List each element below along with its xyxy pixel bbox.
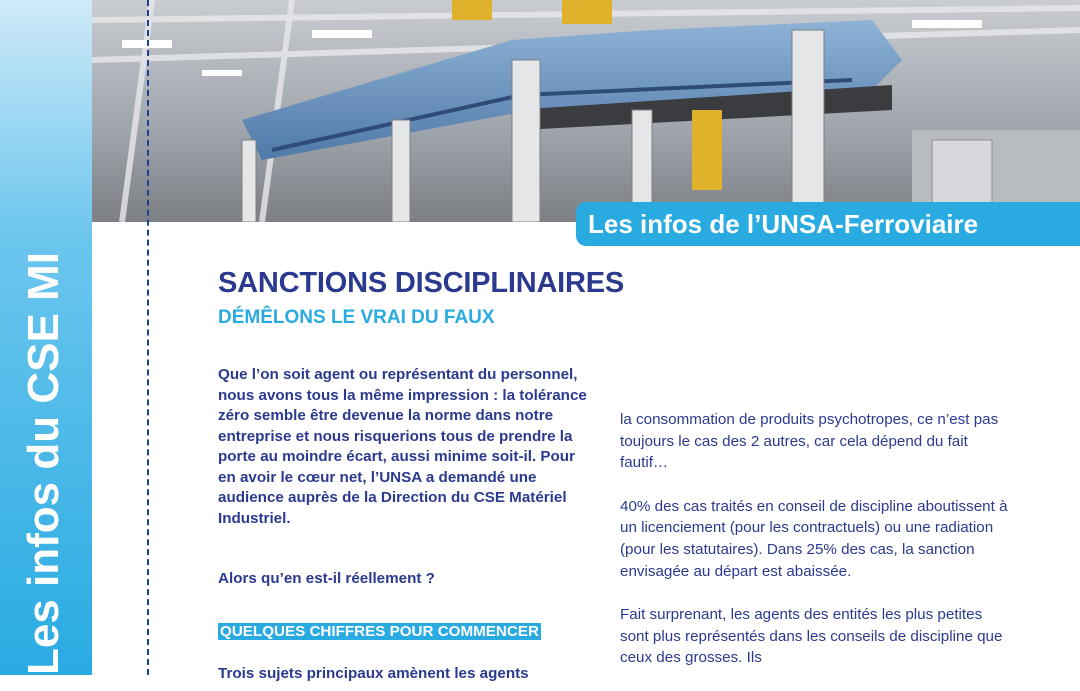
article-subtitle: DÉMÊLONS LE VRAI DU FAUX xyxy=(218,307,495,328)
right-paragraph-2: 40% des cas traités en conseil de discipline aboutissent à un licenciement (pour les contractuels) ou une radiation (pour les statutaires). Dans 25% des cas, la sanction envisagée au départ est abaissée. xyxy=(620,497,1008,580)
article-title: SANCTIONS DISCIPLINAIRES xyxy=(218,267,625,299)
header-photo xyxy=(92,0,1080,222)
section-heading xyxy=(218,622,541,643)
right-paragraph-1: la consommation de produits psychotropes, ce n’est pas toujours le cas des 2 autres, car cela dépend du fait fautif… xyxy=(620,411,999,472)
right-paragraph-3: Fait surprenant, les agents des entités les plus petites sont plus représentés dans les conseils de discipline que ceux des grosses. Ils xyxy=(620,606,1003,667)
question-line: Alors qu’en est-il réellement ? xyxy=(218,570,435,587)
side-banner xyxy=(0,0,92,675)
section-heading-text: QUELQUES CHIFFRES POUR COMMENCER xyxy=(220,623,539,640)
infos-banner-label: Les infos de l’UNSA-Ferroviaire xyxy=(588,209,979,239)
dashed-divider xyxy=(147,0,149,675)
side-banner-title: Les infos du CSE MI xyxy=(19,252,68,675)
infos-banner xyxy=(576,202,1080,246)
section-first-line: Trois sujets principaux amènent les agents xyxy=(218,665,529,682)
intro-paragraph: Que l’on soit agent ou représentant du personnel, nous avons tous la même impression : la tolérance zéro semble être devenue la norme dans notre entreprise et nous risquerions tous de prendre la porte au moindre écart, aussi minime soit-il. Pour en avoir le cœur net, l’UNSA a demandé une audience auprès de la Direction du CSE Matériel Industriel. xyxy=(218,366,587,527)
right-column xyxy=(620,409,1010,691)
